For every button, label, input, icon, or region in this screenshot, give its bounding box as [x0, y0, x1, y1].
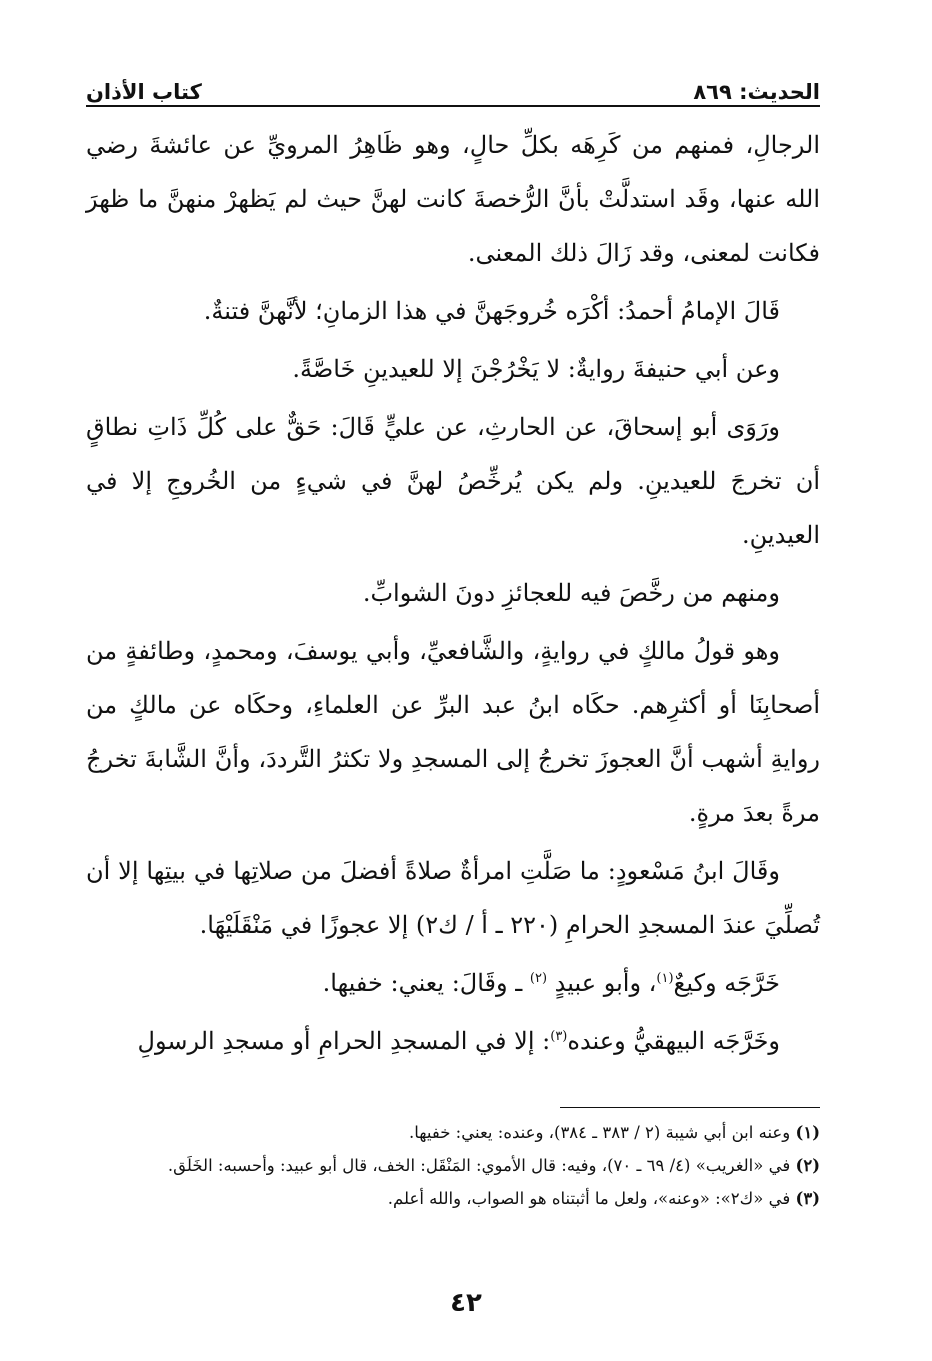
- page-number: ٤٢: [450, 1288, 482, 1318]
- footnote-text: وعنه ابن أبي شيبة (٢ / ٣٨٣ ـ ٣٨٤)، وعنده: يعني: خفيها.: [409, 1123, 791, 1142]
- footnote-divider: [560, 1107, 820, 1108]
- paragraph: الرجالِ، فمنهم من كَرِهَه بكلِّ حالٍ، وهو ظَاهِرُ المرويِّ عن عائشةَ رضي الله عنها، وقَد استدلَّتْ بأنَّ الرُّخصةَ كانت لهنَّ حيث لم يَظهرْ منهنَّ ما ظهرَ فكانت لمعنى، وقد زَالَ ذلك المعنى.: [86, 131, 820, 267]
- paragraph-text: خَرَّجَه وكيعٌ: [673, 969, 780, 997]
- paragraph-text: ، وأبو عبيدٍ: [547, 969, 657, 997]
- footnote-text: في «ك٢»: «وعنه»، ولعل ما أثبتناه هو الصواب، والله أعلم.: [387, 1189, 791, 1208]
- main-text: [86, 118, 820, 1068]
- footnote: [86, 1149, 820, 1182]
- footnote-number: (٢): [795, 1156, 820, 1175]
- paragraph-text: وخَرَّجَه البيهقيُّ وعنده: [567, 1027, 780, 1055]
- paragraph: ورَوَى أبو إسحاقَ، عن الحارثِ، عن عليٍّ قَالَ: حَقٌّ على كُلِّ ذَاتِ نطاقٍ أن تخرجَ للعيدينِ. ولم يكن يُرخِّصُ لهنَّ في شيءٍ من الخُروجِ إلا في العيدينِ.: [86, 413, 820, 549]
- footnote-ref[interactable]: (٢): [529, 971, 548, 986]
- paragraph: ومنهم من رخَّصَ فيه للعجائزِ دونَ الشوابِّ.: [362, 579, 780, 607]
- paragraph: وقَالَ ابنُ مَسْعودٍ: ما صَلَّتِ امرأةٌ صلاةً أفضلَ من صلاتِها في بيتِها إلا أن تُصلِّيَ عندَ المسجدِ الحرامِ (٢٢٠ ـ أ / ك٢) إلا عجوزًا في مَنْقَلَيْهَا.: [86, 857, 820, 939]
- paragraph: [86, 956, 820, 1010]
- header-divider: [86, 105, 820, 107]
- paragraph: وهو قولُ مالكٍ في روايةٍ، والشَّافعيِّ، وأبي يوسفَ، ومحمدٍ، وطائفةٍ من أصحابِنَا أو أكثرِهم. حكَاه ابنُ عبد البرِّ عن العلماءِ، وحكَاه عن مالكٍ من روايةِ أشهب أنَّ العجوزَ تخرجُ إلى المسجدِ ولا تكثرُ التَّرددَ، وأنَّ الشَّابةَ تخرجُ مرةً بعدَ مرةٍ.: [86, 637, 820, 827]
- footnote-number: (٣): [795, 1189, 820, 1208]
- footnote-text: في «الغريب» (٤/ ٦٩ ـ ٧٠)، وفيه: قال الأموي: المَنْقَل: الخف، قال أبو عبيد: وأحسبه: الخَلَق.: [167, 1156, 791, 1175]
- paragraph-text: : إلا في المسجدِ الحرامِ أو مسجدِ الرسولِ: [137, 1027, 551, 1055]
- footnote-ref[interactable]: (١): [656, 971, 674, 986]
- paragraph-text: ـ وقَالَ: يعني: خفيها.: [322, 969, 530, 997]
- footnote-number: (١): [795, 1123, 820, 1142]
- footnote: [86, 1182, 820, 1215]
- paragraph: قَالَ الإمامُ أحمدُ: أكْرَه خُروجَهنَّ في هذا الزمانِ؛ لأنَّهنَّ فتنةٌ.: [203, 297, 780, 325]
- footnote-ref[interactable]: (٣): [550, 1029, 568, 1044]
- footnotes: [86, 1116, 820, 1215]
- running-header: [86, 74, 820, 104]
- header-hadith-number: الحديث: ٨٦٩: [693, 80, 820, 104]
- header-chapter-title: كتاب الأذان: [86, 80, 202, 104]
- paragraph: [86, 1014, 820, 1068]
- paragraph: وعن أبي حنيفةَ روايةٌ: لا يَخْرُجْنَ إلا للعيدينِ خَاصَّةً.: [292, 355, 780, 383]
- footnote: [86, 1116, 820, 1149]
